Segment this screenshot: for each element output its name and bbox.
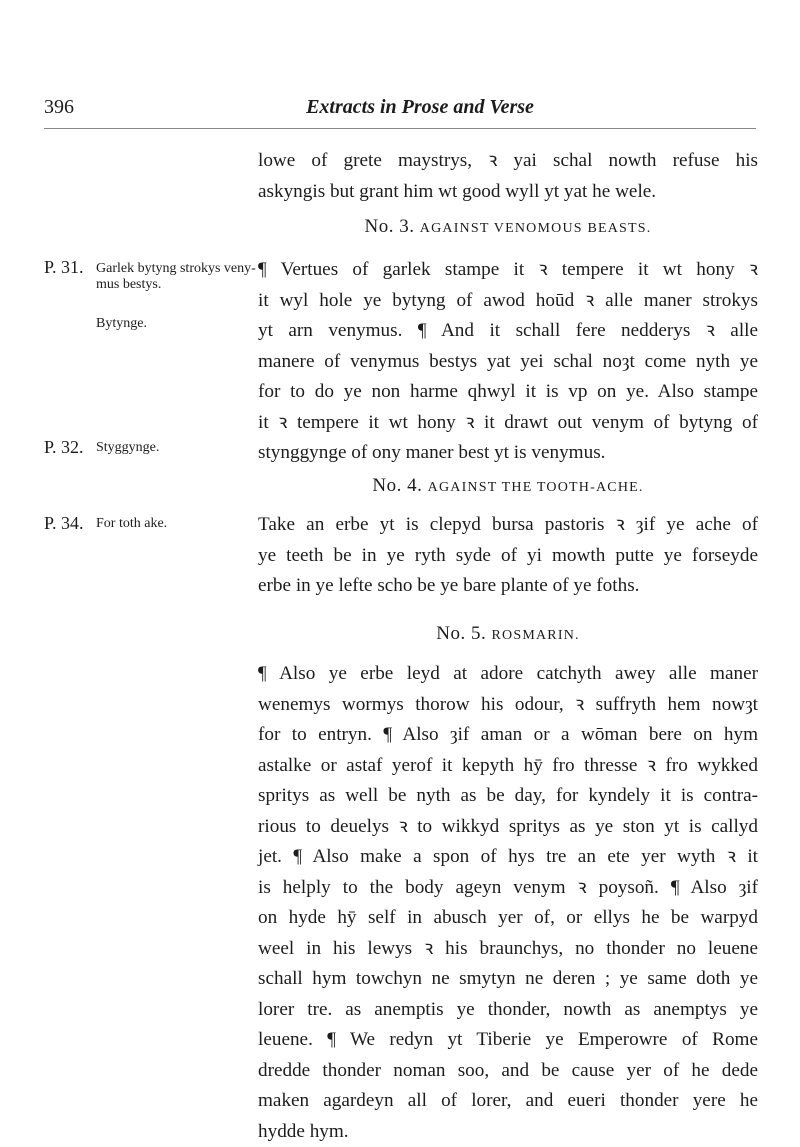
section-heading [258, 216, 758, 238]
margin-note: Bytynge. [96, 316, 256, 332]
text-line: stynggynge of ony maner best yt is venymus. [258, 438, 758, 469]
text-line: yt arn venymus. ¶ And it schall fere nedderys ꝛ alle [258, 316, 758, 347]
section-heading [258, 475, 758, 497]
section-title: ROSMARIN. [492, 628, 580, 643]
text-line: astalke or astaf yerof it kepyth hȳ fro thresse ꝛ fro wykked [258, 751, 758, 782]
section-paragraph [258, 510, 758, 602]
text-line: for to do ye non harme qhwyl it is vp on ye. Also stampe [258, 377, 758, 408]
text-line: manere of venymus bestys yat yei schal noȝt come nyth ye [258, 347, 758, 378]
margin-page-ref: P. 31. [44, 257, 84, 278]
section-number: No. 5. [436, 623, 486, 644]
text-line: weel in his lewys ꝛ his braunchys, no thonder no leuene [258, 934, 758, 965]
margin-note: For toth ake. [96, 516, 256, 532]
header-rule [44, 128, 756, 129]
intro-paragraph [258, 146, 758, 207]
running-title: Extracts in Prose and Verse [0, 96, 800, 119]
text-line: askyngis but grant him wt good wyll yt yat he wele. [258, 177, 758, 208]
text-line: lowe of grete maystrys, ꝛ yai schal nowth refuse his [258, 146, 758, 177]
margin-note: Garlek bytyng strokys veny-mus bestys. [96, 261, 256, 293]
text-line: maken agardeyn all of lorer, and eueri thonder yere he [258, 1086, 758, 1117]
text-line: erbe in ye lefte scho be ye bare plante of ye foths. [258, 571, 758, 602]
text-line: lorer tre. as anemptis ye thonder, nowth as anemptys ye [258, 995, 758, 1026]
margin-page-ref: P. 32. [44, 437, 84, 458]
text-line: leuene. ¶ We redyn yt Tiberie ye Emperowre of Rome [258, 1025, 758, 1056]
margin-page-ref: P. 34. [44, 513, 84, 534]
text-line: schall hym towchyn ne smytyn ne deren ; ye same doth ye [258, 964, 758, 995]
text-line: spritys as well be nyth as be day, for kyndely it is contra- [258, 781, 758, 812]
section-heading [258, 623, 758, 645]
text-line: wenemys wormys thorow his odour, ꝛ suffryth hem nowȝt [258, 690, 758, 721]
text-line: is helply to the body ageyn venym ꝛ poysoñ. ¶ Also ȝif [258, 873, 758, 904]
section-number: No. 3. [365, 216, 415, 237]
text-line: for to entryn. ¶ Also ȝif aman or a wōman bere on hym [258, 720, 758, 751]
margin-note: Styggynge. [96, 440, 256, 456]
text-line: ¶ Vertues of garlek stampe it ꝛ tempere it wt hony ꝛ [258, 255, 758, 286]
section-title: AGAINST VENOMOUS BEASTS. [420, 221, 652, 236]
section-title: AGAINST THE TOOTH-ACHE. [428, 480, 644, 495]
text-line: hydde hym. [258, 1117, 758, 1147]
section-number: No. 4. [372, 475, 422, 496]
page-number: 396 [44, 96, 74, 119]
section-paragraph [258, 255, 758, 469]
text-line: it wyl hole ye bytyng of awod hoūd ꝛ alle maner strokys [258, 286, 758, 317]
text-line: it ꝛ tempere it wt hony ꝛ it drawt out venym of bytyng of [258, 408, 758, 439]
text-line: jet. ¶ Also make a spon of hys tre an ete yer wyth ꝛ it [258, 842, 758, 873]
text-line: rious to deuelys ꝛ to wikkyd spritys as ye ston yt is callyd [258, 812, 758, 843]
text-line: on hyde hȳ self in abusch yer of, or ellys he be warpyd [258, 903, 758, 934]
text-line: Take an erbe yt is clepyd bursa pastoris ꝛ ȝif ye ache of [258, 510, 758, 541]
section-paragraph [258, 659, 758, 1147]
text-line: ye teeth be in ye ryth syde of yi mowth putte ye forseyde [258, 541, 758, 572]
text-line: ¶ Also ye erbe leyd at adore catchyth awey alle maner [258, 659, 758, 690]
text-line: dredde thonder noman soo, and be cause yer of he dede [258, 1056, 758, 1087]
